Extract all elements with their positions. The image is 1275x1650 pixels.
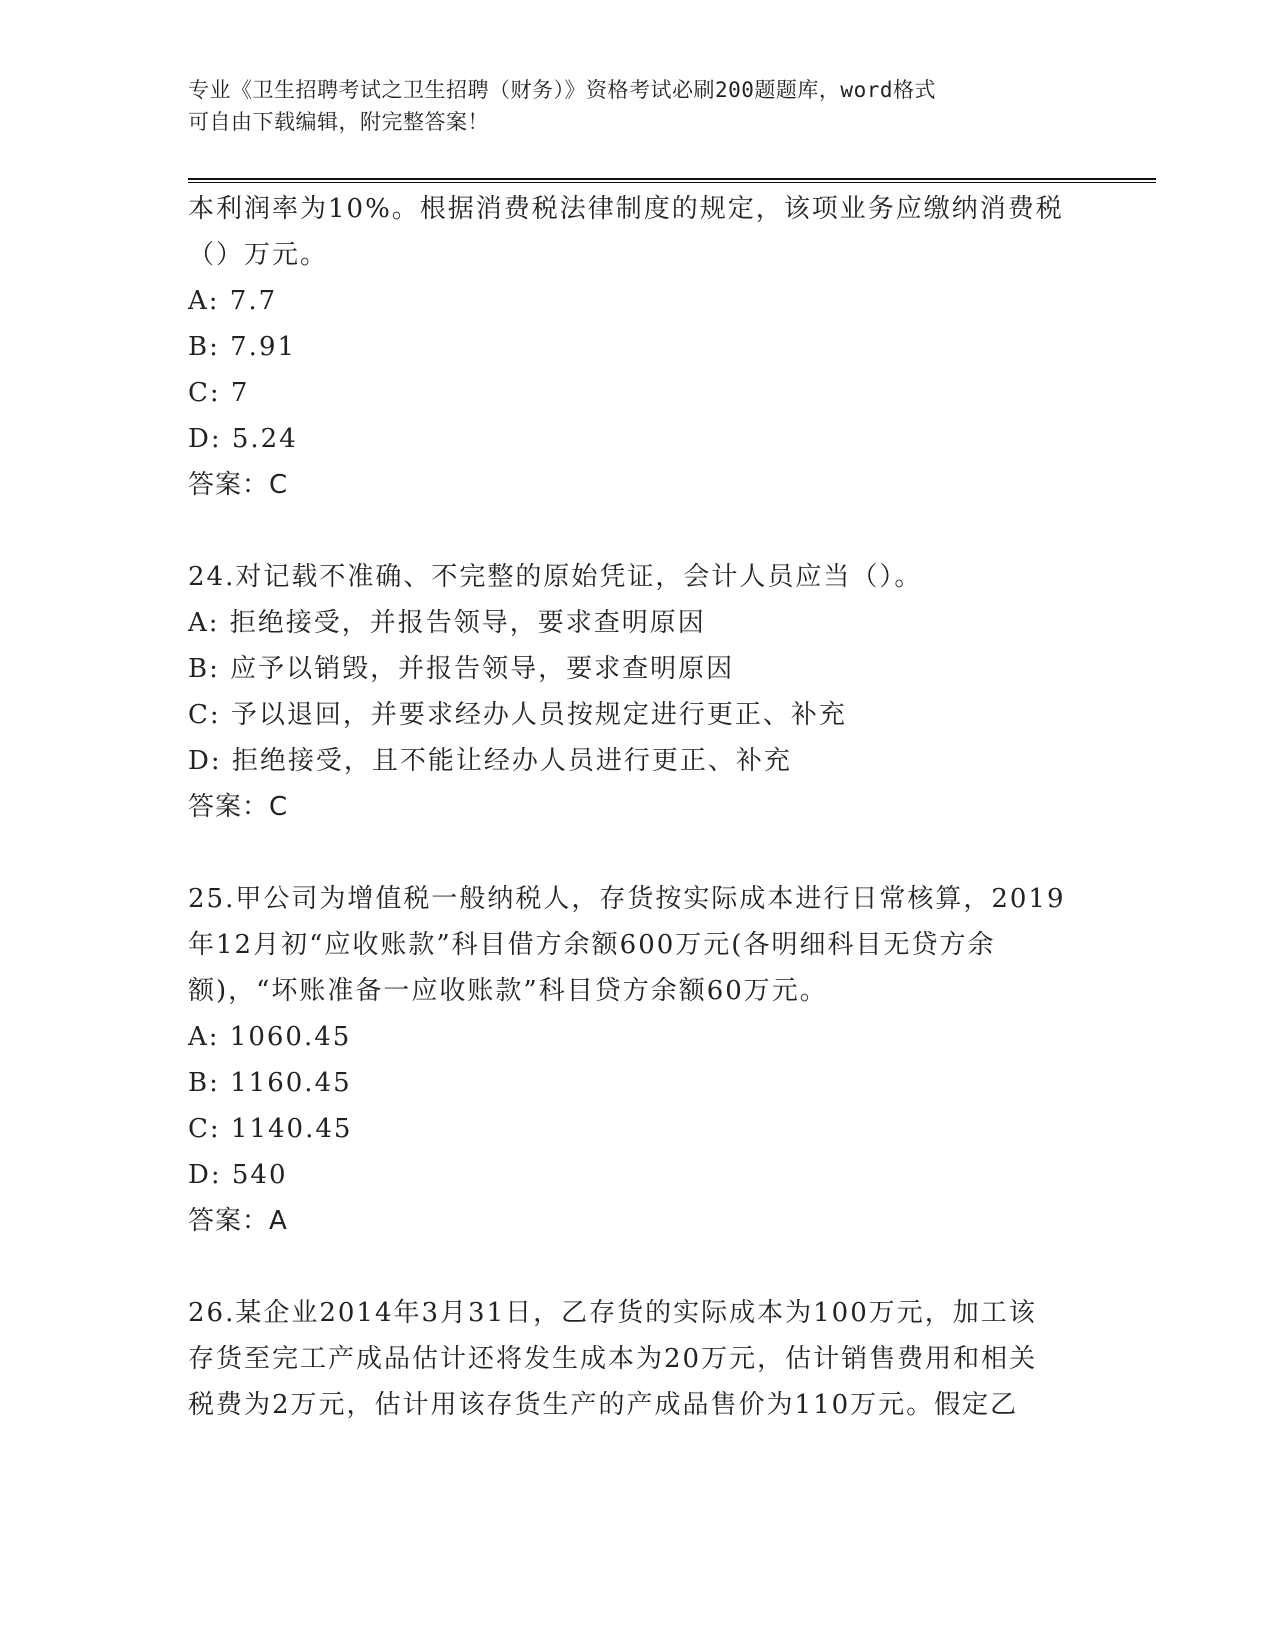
question-stem-line: 本利润率为10%。根据消费税法律制度的规定，该项业务应缴纳消费税 xyxy=(188,194,1064,224)
question-stem-line: 存货至完工产成品估计还将发生成本为20万元，估计销售费用和相关 xyxy=(188,1344,1038,1374)
question-stem-line: 26.某企业2014年3月31日，乙存货的实际成本为100万元，加工该 xyxy=(188,1298,1037,1328)
header-title-line1: 专业《卫生招聘考试之卫生招聘（财务）》资格考试必刷200题题库，word格式 xyxy=(188,78,936,102)
option-b: B: 应予以销毁，并报告领导，要求查明原因 xyxy=(188,654,735,684)
question-stem-line: （）万元。 xyxy=(188,240,329,270)
option-c: C: 予以退回，并要求经办人员按规定进行更正、补充 xyxy=(188,700,847,730)
option-b: B: 7.91 xyxy=(188,332,297,362)
question-26 xyxy=(188,1290,1088,1428)
option-b: B: 1160.45 xyxy=(188,1068,352,1098)
answer-line: 答案：C xyxy=(188,470,289,500)
option-d: D: 5.24 xyxy=(188,424,298,454)
page-header xyxy=(188,74,1078,138)
header-divider-thick xyxy=(188,178,1156,180)
option-c: C: 7 xyxy=(188,378,250,408)
option-d: D: 540 xyxy=(188,1160,288,1190)
question-stem-line: 25.甲公司为增值税一般纳税人，存货按实际成本进行日常核算，2019 xyxy=(188,884,1066,914)
question-spacer xyxy=(188,508,1088,554)
question-content xyxy=(188,186,1088,1428)
question-stem-line: 税费为2万元，估计用该存货生产的产成品售价为110万元。假定乙 xyxy=(188,1390,1019,1420)
question-spacer xyxy=(188,1244,1088,1290)
answer-line: 答案：A xyxy=(188,1206,288,1236)
question-spacer xyxy=(188,830,1088,876)
option-a: A: 7.7 xyxy=(188,286,278,316)
option-a: A: 1060.45 xyxy=(188,1022,352,1052)
question-stem-line: 年12月初“应收账款”科目借方余额600万元(各明细科目无贷方余 xyxy=(188,930,996,960)
question-23 xyxy=(188,186,1088,508)
answer-line: 答案：C xyxy=(188,792,289,822)
header-title-line2: 可自由下载编辑，附完整答案！ xyxy=(188,110,489,134)
option-a: A: 拒绝接受，并报告领导，要求查明原因 xyxy=(188,608,706,638)
question-25 xyxy=(188,876,1088,1244)
option-d: D: 拒绝接受，且不能让经办人员进行更正、补充 xyxy=(188,746,792,776)
question-24 xyxy=(188,554,1088,830)
option-c: C: 1140.45 xyxy=(188,1114,353,1144)
question-stem-line: 额)，“坏账准备一应收账款”科目贷方余额60万元。 xyxy=(188,976,828,1006)
header-divider-thin xyxy=(188,182,1156,183)
question-stem-line: 24.对记载不准确、不完整的原始凭证，会计人员应当（）。 xyxy=(188,562,923,592)
